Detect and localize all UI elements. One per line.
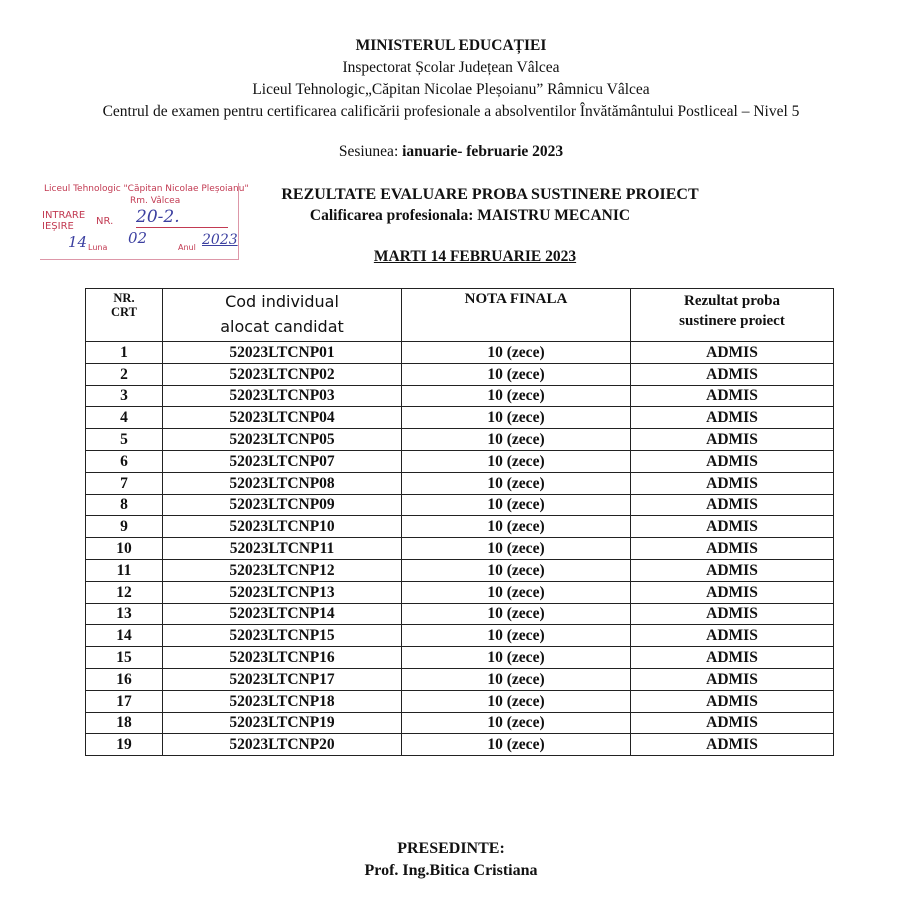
cell-nr: 7 xyxy=(86,472,163,494)
cell-cod: 52023LTCNP03 xyxy=(163,385,402,407)
cell-nota: 10 (zece) xyxy=(402,385,631,407)
qualification-line: Calificarea profesionala: MAISTRU MECANIC xyxy=(309,207,631,224)
table-row xyxy=(86,603,834,625)
cell-nr: 16 xyxy=(86,668,163,690)
table-row xyxy=(86,450,834,472)
cell-rezultat: ADMIS xyxy=(631,625,834,647)
table-row xyxy=(86,407,834,429)
exam-date: MARTI 14 FEBRUARIE 2023 xyxy=(373,248,577,265)
header-cod-line1: Cod individual xyxy=(225,292,339,311)
cell-cod: 52023LTCNP05 xyxy=(163,429,402,451)
results-table xyxy=(85,288,834,756)
cell-nota: 10 (zece) xyxy=(402,429,631,451)
cell-nr: 19 xyxy=(86,734,163,756)
cell-nr: 17 xyxy=(86,690,163,712)
stamp-iesire-label: IEȘIRE xyxy=(42,221,74,232)
school-line: Liceul Tehnologic„Căpitan Nicolae Pleșoianu” Râmnicu Vâlcea xyxy=(252,81,650,98)
cell-cod: 52023LTCNP13 xyxy=(163,581,402,603)
cell-nr: 8 xyxy=(86,494,163,516)
stamp-nr-label: NR. xyxy=(96,216,114,227)
stamp-month-value: 02 xyxy=(128,229,148,247)
stamp-intrare-label: INTRARE xyxy=(42,210,86,221)
cell-cod: 52023LTCNP20 xyxy=(163,734,402,756)
header-cod-candidat xyxy=(163,289,402,342)
cell-cod: 52023LTCNP02 xyxy=(163,363,402,385)
table-header-row xyxy=(86,289,834,342)
table-row xyxy=(86,712,834,734)
cell-rezultat: ADMIS xyxy=(631,450,834,472)
stamp-day-value: 14 xyxy=(68,233,88,251)
cell-nr: 18 xyxy=(86,712,163,734)
cell-nota: 10 (zece) xyxy=(402,538,631,560)
cell-nota: 10 (zece) xyxy=(402,472,631,494)
header-nr-line1: NR. xyxy=(113,291,135,305)
cell-nr: 10 xyxy=(86,538,163,560)
table-row xyxy=(86,625,834,647)
table-row xyxy=(86,581,834,603)
inspectorate-line: Inspectorat Școlar Județean Vâlcea xyxy=(342,59,560,76)
results-body xyxy=(86,342,834,756)
cell-nota: 10 (zece) xyxy=(402,581,631,603)
table-row xyxy=(86,559,834,581)
president-name: Prof. Ing.Bitica Cristiana xyxy=(364,862,538,879)
exam-center-line: Centrul de examen pentru certificarea calificării profesionale a absolventilor Învătământului Postliceal – Nivel 5 xyxy=(102,103,800,120)
session-label: Sesiunea: xyxy=(338,143,403,160)
cell-rezultat: ADMIS xyxy=(631,429,834,451)
cell-nr: 13 xyxy=(86,603,163,625)
cell-cod: 52023LTCNP08 xyxy=(163,472,402,494)
cell-cod: 52023LTCNP15 xyxy=(163,625,402,647)
cell-rezultat: ADMIS xyxy=(631,516,834,538)
table-row xyxy=(86,734,834,756)
stamp-school-name: Liceul Tehnologic "Căpitan Nicolae Pleșoianu" xyxy=(44,184,249,194)
cell-cod: 52023LTCNP01 xyxy=(163,342,402,364)
cell-nota: 10 (zece) xyxy=(402,494,631,516)
cell-rezultat: ADMIS xyxy=(631,342,834,364)
cell-cod: 52023LTCNP16 xyxy=(163,647,402,669)
cell-nota: 10 (zece) xyxy=(402,668,631,690)
cell-nr: 11 xyxy=(86,559,163,581)
cell-nr: 1 xyxy=(86,342,163,364)
cell-nota: 10 (zece) xyxy=(402,363,631,385)
cell-nr: 3 xyxy=(86,385,163,407)
cell-rezultat: ADMIS xyxy=(631,712,834,734)
registration-stamp xyxy=(40,183,249,261)
table-row xyxy=(86,429,834,451)
header-nota-finala: NOTA FINALA xyxy=(402,289,631,342)
cell-cod: 52023LTCNP17 xyxy=(163,668,402,690)
cell-cod: 52023LTCNP19 xyxy=(163,712,402,734)
table-row xyxy=(86,342,834,364)
cell-nota: 10 (zece) xyxy=(402,516,631,538)
cell-nota: 10 (zece) xyxy=(402,407,631,429)
cell-nota: 10 (zece) xyxy=(402,712,631,734)
stamp-nr-value: 20-2. xyxy=(136,207,228,228)
cell-cod: 52023LTCNP10 xyxy=(163,516,402,538)
cell-nota: 10 (zece) xyxy=(402,342,631,364)
cell-nota: 10 (zece) xyxy=(402,450,631,472)
session-value: ianuarie- februarie 2023 xyxy=(402,143,564,160)
cell-cod: 52023LTCNP18 xyxy=(163,690,402,712)
cell-nota: 10 (zece) xyxy=(402,690,631,712)
cell-rezultat: ADMIS xyxy=(631,690,834,712)
stamp-year-label: Anul xyxy=(178,243,196,252)
ministry-heading: MINISTERUL EDUCAȚIEI xyxy=(355,37,547,54)
cell-cod: 52023LTCNP04 xyxy=(163,407,402,429)
cell-cod: 52023LTCNP11 xyxy=(163,538,402,560)
cell-cod: 52023LTCNP12 xyxy=(163,559,402,581)
cell-cod: 52023LTCNP14 xyxy=(163,603,402,625)
stamp-year-value: 2023 xyxy=(202,232,238,248)
cell-rezultat: ADMIS xyxy=(631,559,834,581)
cell-rezultat: ADMIS xyxy=(631,385,834,407)
cell-rezultat: ADMIS xyxy=(631,603,834,625)
session-line xyxy=(0,143,902,161)
cell-rezultat: ADMIS xyxy=(631,538,834,560)
header-rezultat-line2: sustinere proiect xyxy=(679,313,785,329)
cell-rezultat: ADMIS xyxy=(631,581,834,603)
table-row xyxy=(86,647,834,669)
stamp-month-label: Luna xyxy=(88,243,108,252)
president-role: PRESEDINTE: xyxy=(397,840,505,857)
table-row xyxy=(86,690,834,712)
table-row xyxy=(86,668,834,690)
table-row xyxy=(86,516,834,538)
cell-nota: 10 (zece) xyxy=(402,625,631,647)
cell-nota: 10 (zece) xyxy=(402,647,631,669)
cell-rezultat: ADMIS xyxy=(631,647,834,669)
cell-rezultat: ADMIS xyxy=(631,668,834,690)
header-nr-line2: CRT xyxy=(111,305,137,319)
cell-nr: 4 xyxy=(86,407,163,429)
cell-nr: 9 xyxy=(86,516,163,538)
cell-nota: 10 (zece) xyxy=(402,734,631,756)
cell-cod: 52023LTCNP07 xyxy=(163,450,402,472)
cell-rezultat: ADMIS xyxy=(631,407,834,429)
header-rezultat-line1: Rezultat proba xyxy=(684,293,780,309)
header-cod-line2: alocat candidat xyxy=(220,317,344,336)
document-title: REZULTATE EVALUARE PROBA SUSTINERE PROIECT xyxy=(281,186,699,203)
cell-nota: 10 (zece) xyxy=(402,603,631,625)
table-row xyxy=(86,472,834,494)
table-row xyxy=(86,538,834,560)
stamp-city: Rm. Vâlcea xyxy=(130,196,181,206)
cell-nr: 12 xyxy=(86,581,163,603)
cell-nr: 2 xyxy=(86,363,163,385)
header-rezultat xyxy=(631,289,834,342)
cell-nr: 15 xyxy=(86,647,163,669)
header-nr-crt xyxy=(86,289,163,342)
cell-cod: 52023LTCNP09 xyxy=(163,494,402,516)
cell-nr: 14 xyxy=(86,625,163,647)
cell-nota: 10 (zece) xyxy=(402,559,631,581)
cell-nr: 5 xyxy=(86,429,163,451)
cell-rezultat: ADMIS xyxy=(631,494,834,516)
cell-rezultat: ADMIS xyxy=(631,472,834,494)
cell-nr: 6 xyxy=(86,450,163,472)
table-row xyxy=(86,494,834,516)
cell-rezultat: ADMIS xyxy=(631,363,834,385)
table-row xyxy=(86,385,834,407)
table-row xyxy=(86,363,834,385)
cell-rezultat: ADMIS xyxy=(631,734,834,756)
